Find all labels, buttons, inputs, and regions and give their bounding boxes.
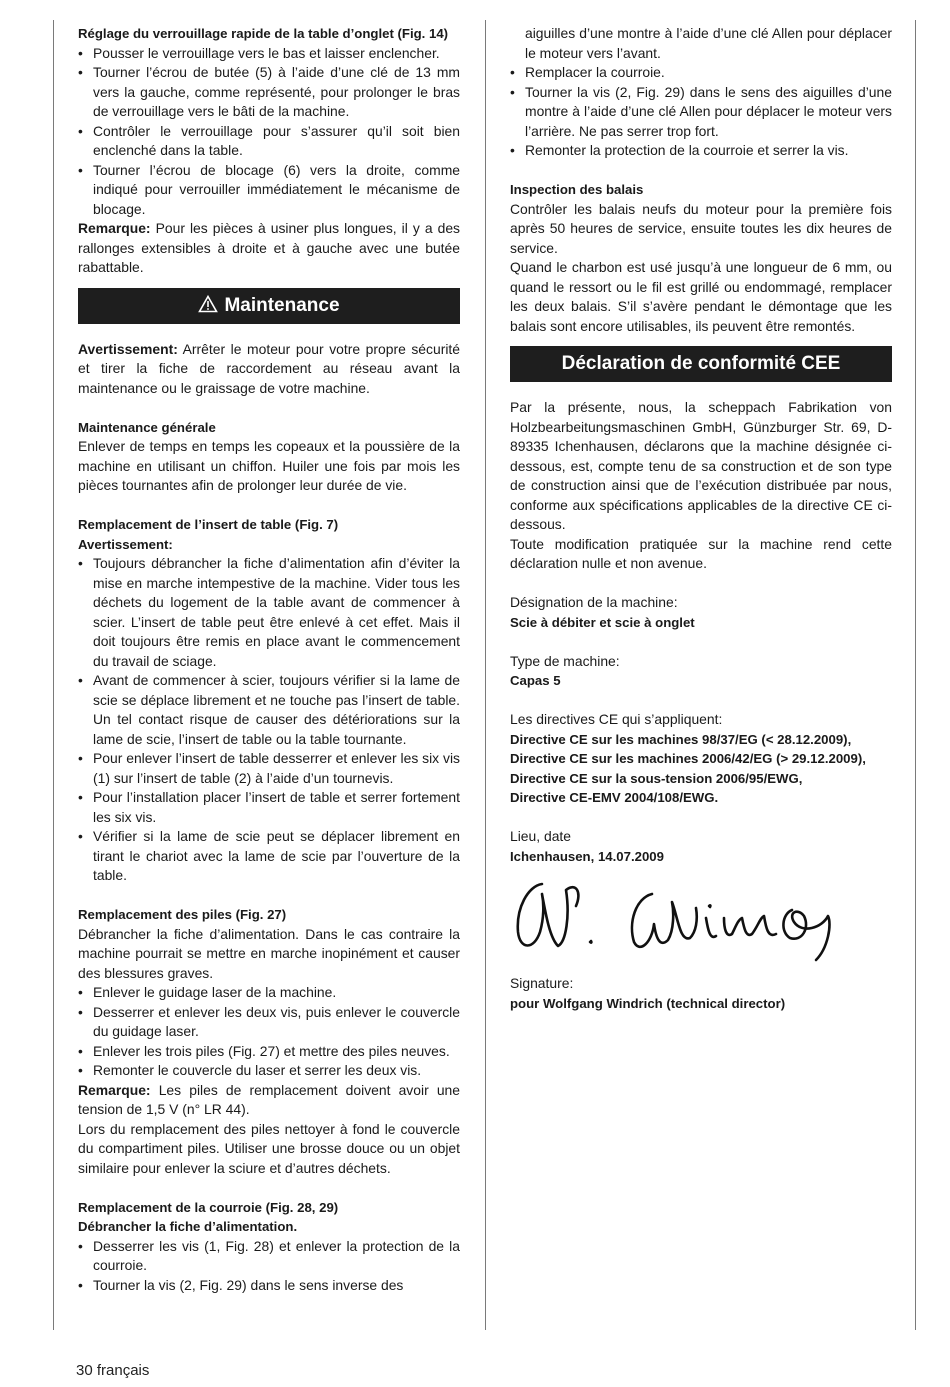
field-label: Lieu, date <box>510 828 572 844</box>
list-item: • Remonter la protection de la courroie et serrer la vis. <box>510 141 892 161</box>
note-text: Les piles de remplacement doivent avoir une tension de 1,5 V (n° LR 44). <box>78 1081 460 1117</box>
banner-title: Déclaration de conformité CEE <box>561 353 841 374</box>
paragraph: Lors du remplacement des piles nettoyer à fond le couvercle du compartiment piles. Utiliser une brosse douce ou un objet similaire pour enlever la sciure et d’autres déchets. <box>78 1120 460 1176</box>
list-item: • Avant de commencer à scier, toujours vérifier si la lame de scie se déplace librement et ne touche pas l’insert de table. Un tel contact risque de causer des détériorations sur la lame de scie, l’insert de table ou la table tournante. <box>78 671 460 749</box>
paragraph: Débrancher la fiche d’alimentation. Dans le cas contraire la machine pourrait se mettre en marche inopinément et causer des blessures graves. <box>78 925 460 981</box>
field-value: Scie à débiter et scie à onglet <box>510 614 695 630</box>
warning-paragraph <box>78 340 460 399</box>
belt-section <box>78 1198 460 1296</box>
list-item: • Remonter le couvercle du laser et serrer les deux vis. <box>78 1061 460 1081</box>
ce-directives <box>510 710 892 808</box>
warning-triangle-icon <box>198 295 218 313</box>
maintenance-warning <box>78 340 460 399</box>
list-item: • Toujours débrancher la fiche d’alimentation afin d’éviter la mise en marche intempestive de la machine. Vider tous les déchets du logement de la table avant de commencer à scier. L’insert de table peut être enlevé à cet effet. Mais il doit toujours être remis en place avant le commencement du travail de sciage. <box>78 554 460 671</box>
column-rule-left <box>53 20 54 1330</box>
banner-title: Maintenance <box>224 294 340 316</box>
handwritten-signature <box>510 872 870 972</box>
maintenance-banner <box>78 288 460 324</box>
table-insert-section <box>78 515 460 886</box>
directive-item: Directive CE sur la sous-tension 2006/95/EWG, <box>510 770 803 786</box>
list-item: • Desserrer les vis (1, Fig. 28) et enlever la protection de la courroie. <box>78 1237 460 1276</box>
list-item-continued: aiguilles d’une montre à l’aide d’une clé Allen pour déplacer le moteur vers l’avant. <box>525 25 892 61</box>
field-label: Désignation de la machine: <box>510 594 678 610</box>
paragraph: Quand le charbon est usé jusqu’à une longueur de 6 mm, ou quand le ressort ou le fil est grillé ou endommagé, remplacer les deux balais. S’il s’avère pendant le démontage que les balais sont encore utilisables, ils peuvent être remontés. <box>510 259 892 334</box>
machine-designation <box>510 593 892 632</box>
list-item: • Contrôler le verrouillage pour s’assurer qu’il soit bien enclenché dans la table. <box>78 122 460 161</box>
section-heading: Inspection des balais <box>510 182 644 197</box>
section-heading: Remplacement de la courroie (Fig. 28, 29) <box>78 1199 339 1215</box>
brush-section <box>510 180 892 336</box>
field-label: Les directives CE qui s’appliquent: <box>510 711 723 727</box>
note-label: Remarque: <box>78 1081 151 1098</box>
general-maintenance-section <box>78 418 460 496</box>
place-date <box>510 827 892 866</box>
directive-item: Directive CE-EMV 2004/108/EWG. <box>510 790 719 805</box>
signature-block <box>510 974 892 1013</box>
ce-declaration-banner <box>510 346 892 382</box>
machine-type <box>510 652 892 691</box>
directive-item: Directive CE sur les machines 2006/42/EG (> 29.12.2009), <box>510 751 866 766</box>
list-item: • Tourner l’écrou de blocage (6) vers la droite, comme indiqué pour verrouiller immédiatement le mécanisme de blocage. <box>78 161 460 220</box>
list-item: • Pour l’installation placer l’insert de table et serrer fortement les six vis. <box>78 788 460 827</box>
list-item: • Pousser le verrouillage vers le bas et laisser enclencher. <box>78 44 460 64</box>
note-text: Pour les pièces à usiner plus longues, il y a des rallonges extensibles à droite et à gauche avec une butée rabattable. <box>78 220 460 275</box>
note <box>78 1081 460 1120</box>
column-rule-middle <box>485 20 486 1330</box>
list-item: • Pour enlever l’insert de table desserrer et enlever les six vis (1) sur l’insert de table (2) à l’aide d’un tournevis. <box>78 749 460 788</box>
warning-label: Avertissement: <box>78 340 178 357</box>
paragraph: Contrôler les balais neufs du moteur pour la première fois après 50 heures de service, ensuite toutes les dix heures de service. <box>510 200 892 256</box>
field-label: Signature: <box>510 975 574 991</box>
left-column <box>78 24 460 1295</box>
field-value: Ichenhausen, 14.07.2009 <box>510 848 664 864</box>
list-item: • Tourner l’écrou de butée (5) à l’aide d’une clé de 13 mm vers la gauche, comme représenté, pour prolonger le bras de verrouillage vers le bâti de la machine. <box>78 63 460 122</box>
list-item: • Tourner la vis (2, Fig. 29) dans le sens des aiguilles d’une montre à l’aide d’une clé Allen pour déplacer le moteur vers l’arrière. Ne pas serrer trop fort. <box>510 83 892 142</box>
page-footer: 30 français <box>76 1362 150 1379</box>
right-column <box>510 24 892 1013</box>
field-value: pour Wolfgang Windrich (technical director) <box>510 995 786 1011</box>
list-item: • Remplacer la courroie. <box>510 63 892 83</box>
list-item: • Vérifier si la lame de scie peut se déplacer librement en tirant le chariot avec la lame de scie par l’ouverture de la table. <box>78 827 460 886</box>
column-rule-right <box>915 20 916 1330</box>
field-value: Capas 5 <box>510 673 561 688</box>
paragraph: Enlever de temps en temps les copeaux et la poussière de la machine en utilisant un chiffon. Huiler une fois par mois les pièces tournantes afin de prolonger leur durée de vie. <box>78 438 460 493</box>
section-heading: Maintenance générale <box>78 419 216 435</box>
section-heading: Remplacement des piles (Fig. 27) <box>78 907 287 922</box>
list-item: • Desserrer et enlever les deux vis, puis enlever le couvercle du guidage laser. <box>78 1003 460 1042</box>
list-item: • Tourner la vis (2, Fig. 29) dans le sens inverse des <box>78 1276 460 1296</box>
paragraph: Par la présente, nous, la scheppach Fabrikation von Holzbearbeitungsmaschinen GmbH, Günzburger Str. 69, D-89335 Ichenhausen, déclarons que la machine désignée ci-dessous, est, compte tenu de sa construction et de son type de construction ainsi que de l’exécution distribuée par nous, conforme aux spécifications applicables de la directive CE ci-dessous. <box>510 399 892 532</box>
miter-lock-section <box>78 24 460 278</box>
list-item: • Enlever les trois piles (Fig. 27) et mettre des piles neuves. <box>78 1042 460 1062</box>
note-label: Remarque: <box>78 220 151 236</box>
section-heading: Réglage du verrouillage rapide de la table d’onglet (Fig. 14) <box>78 26 449 41</box>
warning-text: Arrêter le moteur pour votre propre sécurité et tirer la fiche de raccordement au réseau avant la maintenance ou le graissage de votre machine. <box>78 340 460 396</box>
belt-section-continued <box>510 24 892 161</box>
section-subheading: Avertissement: <box>78 536 173 552</box>
note <box>78 219 460 278</box>
directive-item: Directive CE sur les machines 98/37/EG (< 28.12.2009), <box>510 731 852 747</box>
list-item: • Enlever le guidage laser de la machine. <box>78 983 460 1003</box>
ce-declaration-text <box>510 398 892 574</box>
paragraph: Toute modification pratiquée sur la machine rend cette déclaration nulle et non avenue. <box>510 535 892 571</box>
battery-section <box>78 905 460 1178</box>
section-subheading: Débrancher la fiche d’alimentation. <box>78 1219 298 1234</box>
field-label: Type de machine: <box>510 652 620 669</box>
section-heading: Remplacement de l’insert de table (Fig. 7) <box>78 517 339 532</box>
